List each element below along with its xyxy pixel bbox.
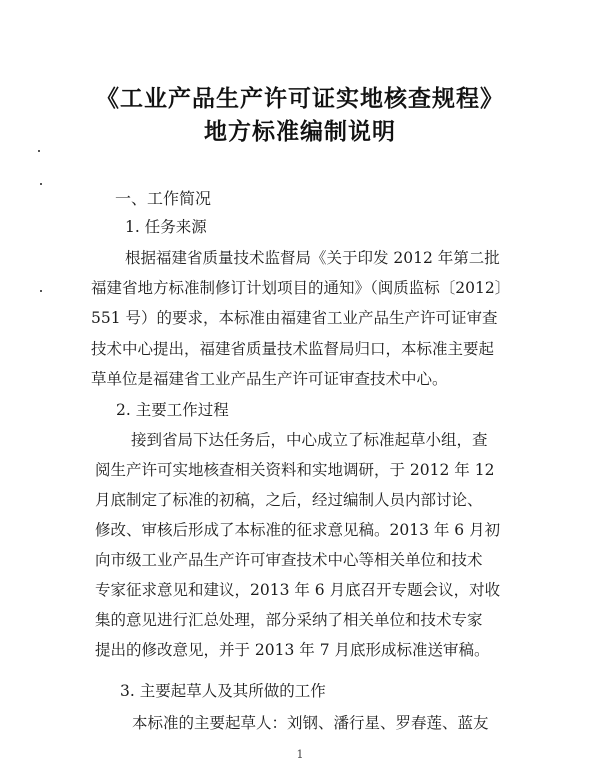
paragraph-line: 551 号）的要求，本标准由福建省工业产品生产许可证审查 <box>91 309 498 327</box>
paragraph-line: 草单位是福建省工业产品生产许可证审查技术中心。 <box>91 370 448 388</box>
paragraph-line: 本标准的主要起草人：刘钢、潘行星、罗春莲、蓝友 <box>132 714 489 732</box>
paragraph-line: 集的意见进行汇总处理，部分采纳了相关单位和技术专家 <box>95 611 483 629</box>
subsection-heading: 1. 任务来源 <box>125 218 207 236</box>
paragraph-line: 根据福建省质量技术监督局《关于印发 2012 年第二批 <box>125 249 500 267</box>
paragraph-line: 向市级工业产品生产许可审查技术中心等相关单位和技术 <box>95 551 483 569</box>
subsection-heading: 2. 主要工作过程 <box>116 401 229 419</box>
paragraph-line: 修改、审核后形成了本标准的征求意见稿。2013 年 6 月初 <box>95 521 501 539</box>
paragraph-line: 阅生产许可实地核查相关资料和实地调研，于 2012 年 12 <box>95 461 495 479</box>
scan-speck <box>38 150 40 152</box>
document-subtitle: 地方标准编制说明 <box>204 119 396 145</box>
paragraph-line: 月底制定了标准的初稿，之后，经过编制人员内部讨论、 <box>95 491 483 509</box>
paragraph-line: 福建省地方标准制修订计划项目的通知》（闽质监标〔2012〕 <box>91 279 511 297</box>
paragraph-line: 技术中心提出，福建省质量技术监督局归口，本标准主要起 <box>91 340 495 358</box>
scan-speck <box>40 290 42 292</box>
document-title: 《工业产品生产许可证实地核查规程》 <box>96 86 504 112</box>
paragraph-line: 专家征求意见和建议，2013 年 6 月底召开专题会议，对收 <box>95 581 501 599</box>
paragraph-line: 接到省局下达任务后，中心成立了标准起草小组，查 <box>131 431 488 449</box>
page-number: 1 <box>296 748 304 761</box>
section-heading: 一、工作简况 <box>115 189 212 208</box>
scan-speck <box>40 183 42 185</box>
subsection-heading: 3. 主要起草人及其所做的工作 <box>120 682 326 700</box>
paragraph-line: 提出的修改意见，并于 2013 年 7 月底形成标准送审稿。 <box>95 641 490 659</box>
